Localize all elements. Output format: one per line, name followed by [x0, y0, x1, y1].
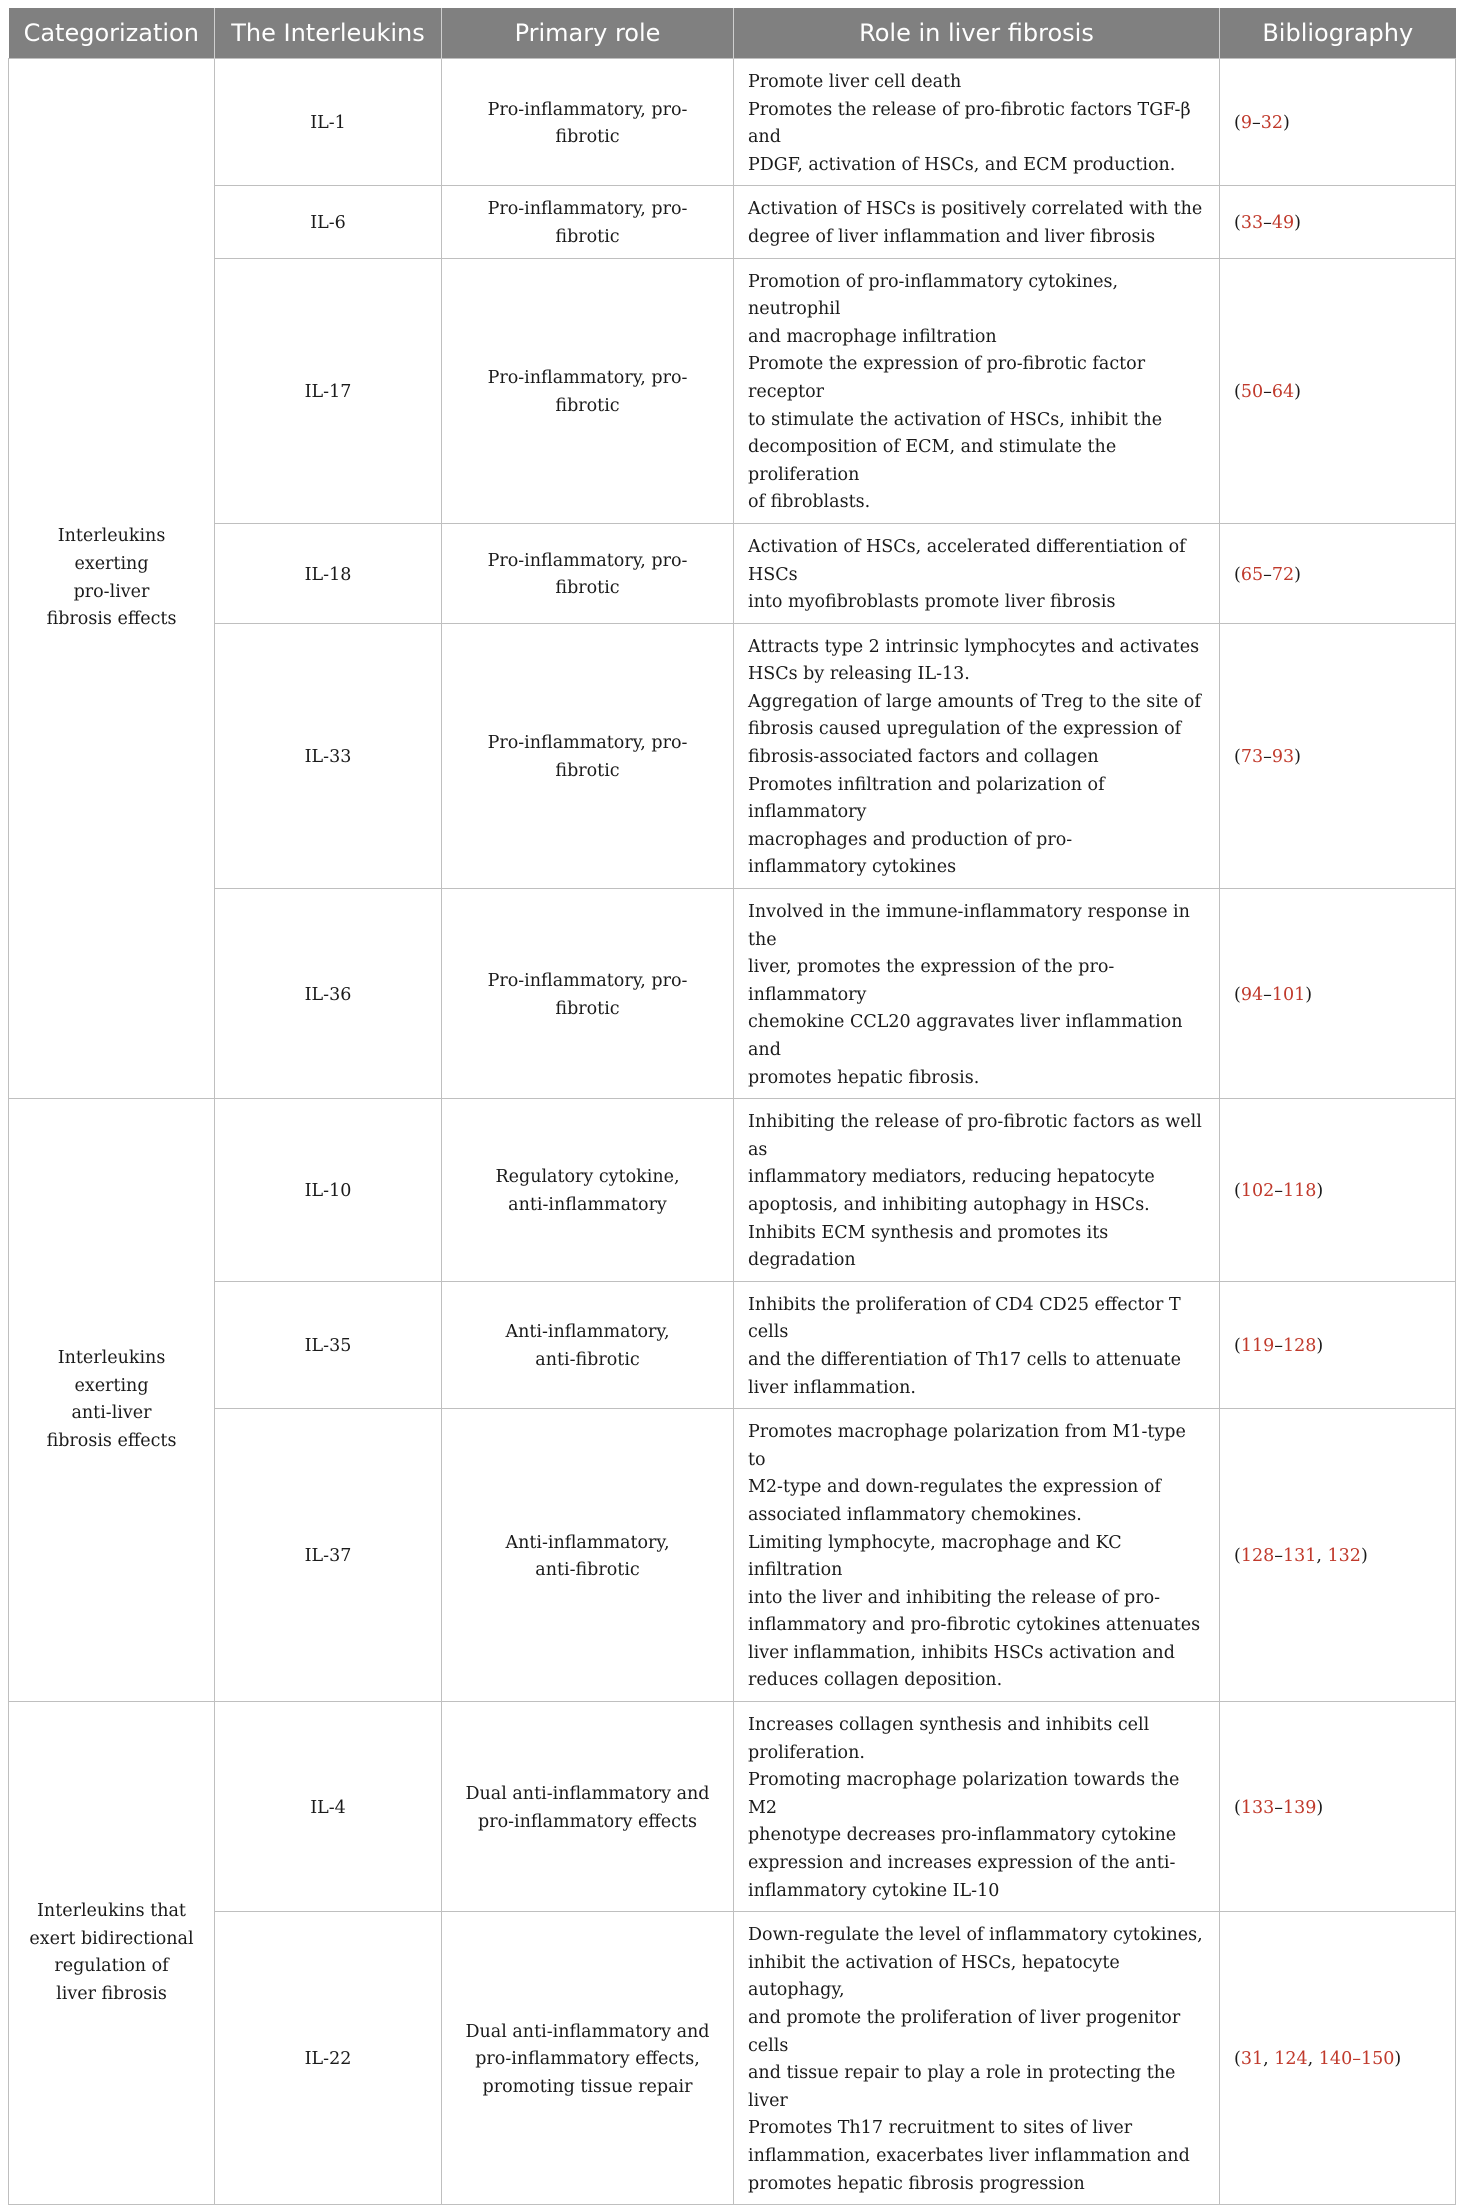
interleukin-name: IL-4 [215, 1702, 442, 1912]
primary-role-cell [442, 623, 734, 888]
reference-punctuation: ( [1234, 1181, 1241, 1202]
description-line: Promote liver cell death [748, 72, 962, 92]
category-line: Interleukins exerting [57, 1347, 166, 1396]
description-line: liver, promotes the expression of the pro-inflammatory [748, 957, 1115, 1005]
category-line: Interleukins that [37, 1900, 186, 1921]
description-line: Down-regulate the level of inflammatory cytokines, [748, 1925, 1203, 1946]
interleukin-name: IL-37 [215, 1409, 442, 1702]
description-line: associated inflammatory chemokines. [748, 1504, 1082, 1525]
role-line: pro-inflammatory effects, [475, 2049, 700, 2070]
category-cell [9, 1702, 215, 2205]
bibliography-cell [1220, 59, 1456, 186]
category-line: fibrosis effects [46, 1430, 177, 1451]
interleukin-table [8, 8, 1456, 2205]
primary-role-cell [442, 186, 734, 258]
role-line: Pro-inflammatory, pro-fibrotic [487, 99, 688, 148]
bibliography-cell [1220, 523, 1456, 623]
description-line: inflammatory mediators, reducing hepatocyte [748, 1167, 1155, 1188]
reference-punctuation: ( [1234, 113, 1241, 134]
reference-punctuation: – [1274, 1546, 1283, 1567]
reference-link: 33 [1240, 213, 1264, 234]
description-line: decomposition of ECM, and stimulate the proliferation [748, 437, 1117, 485]
description-line: and the differentiation of Th17 cells to attenuate [748, 1349, 1181, 1370]
description-line: apoptosis, and inhibiting autophagy in HSCs. [748, 1194, 1150, 1215]
description-line: inflammation, exacerbates liver inflammation and [748, 2145, 1190, 2166]
description-line: promotes hepatic fibrosis progression [748, 2173, 1085, 2194]
description-line: Attracts type 2 intrinsic lymphocytes and activates [748, 636, 1200, 657]
header-role-in-liver-fibrosis: Role in liver fibrosis [734, 8, 1220, 59]
role-line: anti-fibrotic [535, 1349, 640, 1370]
category-line: pro-liver [73, 581, 150, 602]
description-line: Inhibits ECM synthesis and promotes its degradation [748, 1222, 1109, 1271]
reference-punctuation: ( [1234, 747, 1241, 768]
header-primary-role: Primary role [442, 8, 734, 59]
description-line: Promoting macrophage polarization towards the M2 [748, 1770, 1180, 1818]
category-line: regulation of [54, 1956, 169, 1977]
reference-punctuation: ) [1294, 381, 1301, 402]
reference-punctuation: – [1274, 1336, 1283, 1357]
reference-punctuation: ( [1234, 381, 1241, 402]
primary-role-cell [442, 1099, 734, 1282]
category-line: liver fibrosis [56, 1983, 167, 2004]
description-line: Inhibiting the release of pro-fibrotic factors as well as [748, 1112, 1202, 1160]
reference-link: 133 [1240, 1797, 1275, 1818]
description-line: and promote the proliferation of liver progenitor cells [748, 2008, 1181, 2056]
interleukin-name: IL-18 [215, 523, 442, 623]
description-line: Promotion of pro-inflammatory cytokines, neutrophil [748, 271, 1119, 320]
table-row [9, 1281, 1456, 1408]
description-line: Inhibits the proliferation of CD4 CD25 effector T cells [748, 1294, 1181, 1343]
description-line: promotes hepatic fibrosis. [748, 1067, 980, 1088]
table-row [9, 1409, 1456, 1702]
reference-link: 128 [1240, 1546, 1275, 1567]
role-line: anti-inflammatory [508, 1194, 667, 1215]
interleukin-name: IL-1 [215, 59, 442, 186]
reference-link: 93 [1271, 747, 1295, 768]
description-line: reduces collagen deposition. [748, 1670, 1003, 1691]
reference-punctuation: , [1307, 2049, 1319, 2070]
role-line: Anti-inflammatory, [505, 1532, 670, 1553]
primary-role-cell [442, 1702, 734, 1912]
description-line: inflammatory and pro-fibrotic cytokines attenuates [748, 1615, 1201, 1636]
description-line: HSCs by releasing IL-13. [748, 664, 970, 685]
reference-link: 50 [1240, 381, 1264, 402]
role-line: Pro-inflammatory, pro-fibrotic [487, 199, 688, 247]
table-row [9, 1702, 1456, 1912]
description-line: and tissue repair to play a role in protecting the liver [748, 2063, 1176, 2111]
description-line: of fibroblasts. [748, 492, 871, 513]
fibrosis-role-cell [734, 258, 1220, 523]
interleukin-name: IL-36 [215, 889, 442, 1099]
interleukin-name: IL-33 [215, 623, 442, 888]
reference-link: 101 [1271, 984, 1306, 1005]
description-line: Limiting lymphocyte, macrophage and KC infiltration [748, 1532, 1122, 1581]
reference-punctuation: ) [1316, 1797, 1324, 1818]
description-line: to stimulate the activation of HSCs, inhibit the [748, 409, 1163, 430]
table-row [9, 1099, 1456, 1282]
primary-role-cell [442, 258, 734, 523]
reference-link: 31 [1240, 2049, 1264, 2070]
fibrosis-role-cell [734, 59, 1220, 186]
reference-punctuation: ( [1234, 1336, 1241, 1357]
bibliography-cell [1220, 623, 1456, 888]
reference-link: 140–150 [1318, 2049, 1395, 2070]
description-line: expression and increases expression of the anti- [748, 1853, 1176, 1874]
description-line: fibrosis-associated factors and collagen [748, 747, 1099, 768]
bibliography-cell [1220, 186, 1456, 258]
category-line: Interleukins exerting [57, 526, 166, 574]
reference-punctuation: ) [1283, 113, 1290, 134]
reference-punctuation: – [1274, 1797, 1283, 1818]
description-line: liver inflammation. [748, 1377, 916, 1398]
category-line: exert bidirectional [29, 1928, 194, 1949]
interleukin-name: IL-35 [215, 1281, 442, 1408]
reference-link: 139 [1282, 1797, 1317, 1818]
reference-punctuation: ) [1294, 747, 1301, 768]
fibrosis-role-cell [734, 1099, 1220, 1282]
table-row [9, 1912, 1456, 2205]
reference-punctuation: ( [1234, 1797, 1241, 1818]
reference-punctuation: – [1263, 381, 1272, 402]
reference-punctuation: – [1263, 747, 1272, 768]
description-line: Activation of HSCs, accelerated differentiation of HSCs [748, 536, 1186, 585]
reference-punctuation: ) [1294, 564, 1301, 585]
bibliography-cell [1220, 258, 1456, 523]
interleukin-name: IL-10 [215, 1099, 442, 1282]
reference-link: 32 [1260, 113, 1283, 134]
category-line: fibrosis effects [46, 609, 177, 630]
reference-punctuation: – [1263, 213, 1272, 234]
reference-punctuation: , [1316, 1546, 1328, 1567]
description-line: degree of liver inflammation and liver fibrosis [748, 226, 1156, 247]
description-line: macrophages and production of pro- [748, 829, 1073, 850]
fibrosis-role-cell [734, 523, 1220, 623]
fibrosis-role-cell [734, 1702, 1220, 1912]
table-row [9, 523, 1456, 623]
interleukin-name: IL-17 [215, 258, 442, 523]
primary-role-cell [442, 889, 734, 1099]
description-line: chemokine CCL20 aggravates liver inflammation and [748, 1012, 1183, 1060]
description-line: liver inflammation, inhibits HSCs activation and [748, 1642, 1175, 1663]
header-row [9, 8, 1456, 59]
category-line: anti-liver [71, 1403, 152, 1424]
reference-punctuation: ( [1234, 984, 1241, 1005]
primary-role-cell [442, 1912, 734, 2205]
bibliography-cell [1220, 1702, 1456, 1912]
description-line: Promotes the release of pro-fibrotic factors TGF-β and [748, 99, 1191, 148]
role-line: promoting tissue repair [482, 2076, 693, 2097]
role-line: Regulatory cytokine, [495, 1167, 680, 1188]
reference-punctuation: , [1263, 2049, 1275, 2070]
role-line: Dual anti-inflammatory and [465, 2021, 710, 2042]
reference-link: 65 [1240, 564, 1264, 585]
reference-link: 73 [1240, 747, 1264, 768]
reference-punctuation: – [1263, 984, 1272, 1005]
reference-link: 94 [1240, 984, 1264, 1005]
reference-punctuation: ) [1316, 1336, 1324, 1357]
role-line: pro-inflammatory effects [478, 1811, 697, 1832]
reference-link: 118 [1282, 1181, 1317, 1202]
description-line: Promotes infiltration and polarization of inflammatory [748, 774, 1105, 823]
reference-link: 102 [1240, 1181, 1275, 1202]
interleukin-name: IL-22 [215, 1912, 442, 2205]
description-line: Increases collagen synthesis and inhibits cell [748, 1715, 1150, 1736]
role-line: anti-fibrotic [535, 1560, 640, 1581]
reference-punctuation: ( [1234, 213, 1241, 234]
fibrosis-role-cell [734, 186, 1220, 258]
description-line: into the liver and inhibiting the release of pro- [748, 1587, 1161, 1608]
description-line: proliferation. [748, 1742, 865, 1763]
reference-punctuation: ( [1234, 2049, 1241, 2070]
reference-link: 49 [1271, 213, 1295, 234]
header-bibliography: Bibliography [1220, 8, 1456, 59]
fibrosis-role-cell [734, 623, 1220, 888]
reference-punctuation: ) [1294, 213, 1301, 234]
description-line: M2-type and down-regulates the expression of [748, 1477, 1161, 1498]
reference-punctuation: – [1274, 1181, 1283, 1202]
bibliography-cell [1220, 1912, 1456, 2205]
primary-role-cell [442, 1409, 734, 1702]
description-line: PDGF, activation of HSCs, and ECM production. [748, 154, 1176, 175]
reference-punctuation: ) [1316, 1181, 1324, 1202]
description-line: into myofibroblasts promote liver fibrosis [748, 592, 1116, 613]
table-row [9, 258, 1456, 523]
header-categorization: Categorization [9, 8, 215, 59]
reference-link: 119 [1240, 1336, 1275, 1357]
description-line: Promotes Th17 recruitment to sites of liver [748, 2118, 1133, 2139]
category-cell [9, 59, 215, 1099]
reference-link: 9 [1240, 113, 1252, 134]
description-line: inflammatory cytokines [748, 857, 957, 878]
description-line: Involved in the immune-inflammatory response in the [748, 902, 1190, 950]
reference-link: 131 [1282, 1546, 1317, 1567]
fibrosis-role-cell [734, 889, 1220, 1099]
fibrosis-role-cell [734, 1912, 1220, 2205]
bibliography-cell [1220, 1281, 1456, 1408]
bibliography-cell [1220, 1409, 1456, 1702]
description-line: Aggregation of large amounts of Treg to the site of [748, 691, 1201, 712]
primary-role-cell [442, 1281, 734, 1408]
fibrosis-role-cell [734, 1409, 1220, 1702]
reference-punctuation: ) [1394, 2049, 1402, 2070]
reference-punctuation: ) [1305, 984, 1313, 1005]
description-line: Promotes macrophage polarization from M1-type to [748, 1422, 1186, 1470]
description-line: Promote the expression of pro-fibrotic factor receptor [748, 354, 1146, 402]
description-line: inflammatory cytokine IL-10 [748, 1880, 1000, 1901]
role-line: Dual anti-inflammatory and [465, 1784, 710, 1805]
description-line: and macrophage infiltration [748, 326, 997, 347]
reference-punctuation: ( [1234, 1546, 1241, 1567]
reference-link: 128 [1282, 1336, 1317, 1357]
reference-link: 132 [1327, 1546, 1361, 1567]
table-row [9, 59, 1456, 186]
bibliography-cell [1220, 1099, 1456, 1282]
role-line: Pro-inflammatory, pro-fibrotic [487, 368, 688, 416]
description-line: Activation of HSCs is positively correlated with the [748, 199, 1203, 220]
description-line: phenotype decreases pro-inflammatory cytokine [748, 1825, 1177, 1846]
reference-link: 72 [1271, 564, 1295, 585]
role-line: Pro-inflammatory, pro-fibrotic [487, 550, 688, 599]
description-line: fibrosis caused upregulation of the expression of [748, 719, 1182, 740]
category-cell [9, 1099, 215, 1702]
primary-role-cell [442, 523, 734, 623]
role-line: Anti-inflammatory, [505, 1322, 670, 1343]
reference-punctuation: – [1251, 113, 1261, 134]
reference-punctuation: – [1263, 564, 1272, 585]
primary-role-cell [442, 59, 734, 186]
reference-punctuation: ) [1360, 1546, 1368, 1567]
header-interleukins: The Interleukins [215, 8, 442, 59]
description-line: inhibit the activation of HSCs, hepatocyte autophagy, [748, 1952, 1120, 2001]
interleukin-name: IL-6 [215, 186, 442, 258]
reference-link: 64 [1271, 381, 1295, 402]
reference-punctuation: ( [1234, 564, 1241, 585]
table-row [9, 623, 1456, 888]
role-line: Pro-inflammatory, pro-fibrotic [487, 733, 688, 781]
table-row [9, 889, 1456, 1099]
role-line: Pro-inflammatory, pro-fibrotic [487, 971, 688, 1019]
reference-link: 124 [1274, 2049, 1308, 2070]
table-row [9, 186, 1456, 258]
bibliography-cell [1220, 889, 1456, 1099]
fibrosis-role-cell [734, 1281, 1220, 1408]
